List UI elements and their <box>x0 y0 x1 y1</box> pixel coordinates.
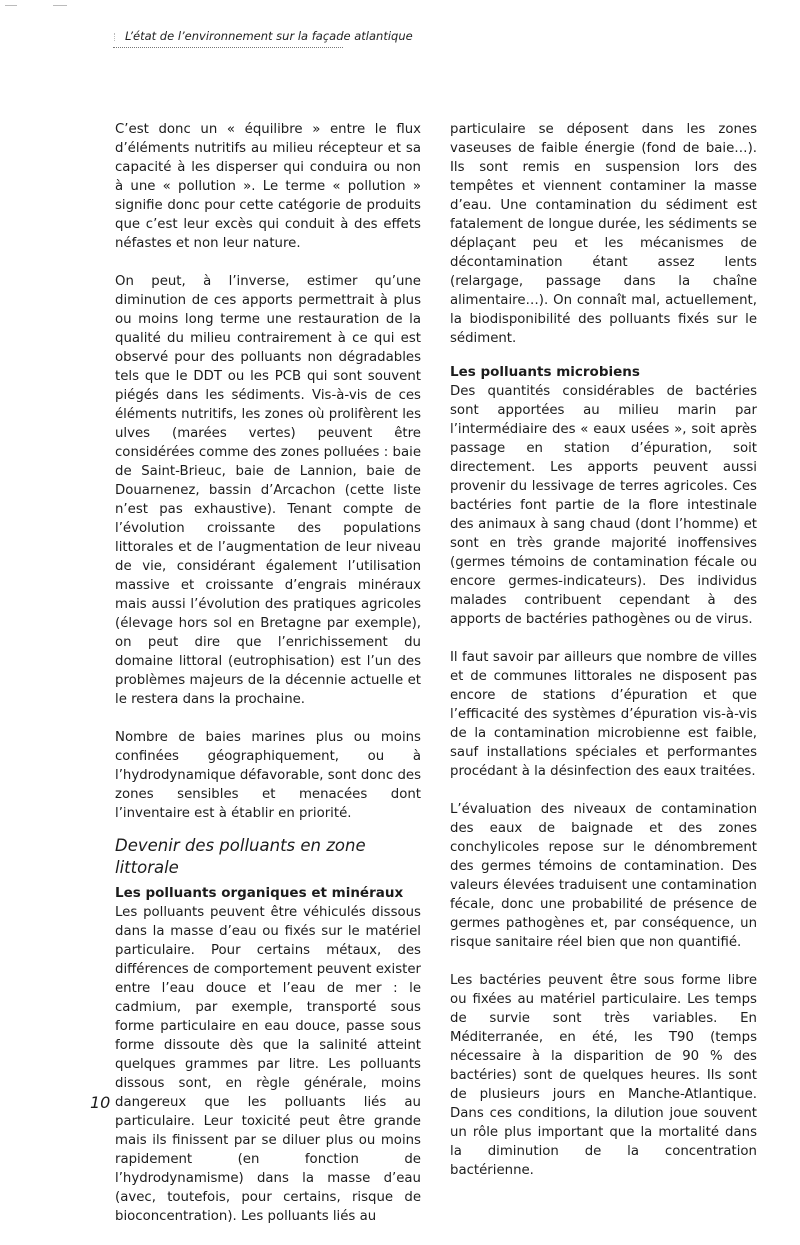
paragraph: C’est donc un « équilibre » entre le flux d’éléments nutritifs au milieu récepteur et sa capacité à les disperser qui conduira ou non à une « pollution ». Le terme « pollution » signifie donc pour cette catégorie de produits que c’est leur excès qui conduit à des effets néfastes et non leur nature. <box>115 122 421 251</box>
paragraph: Les polluants peuvent être véhiculés dissous dans la masse d’eau ou fixés sur le matériel particulaire. Pour certains métaux, des différences de comportement peuvent exister entre l’eau douce et l’eau de mer : le cadmium, par exemple, transporté sous forme particulaire en eau douce, passe sous forme dissoute dès que la salinité atteint quelques grammes par litre. Les polluants dissous sont, en règle générale, moins dangereux que les polluants liés au particulaire. Leur toxicité peut être grande mais ils finissent par se diluer plus ou moins rapidement (en fonction de l’hydrodynamisme) dans la masse d’eau (avec, toutefois, pour certains, risque de bioconcentration). Les polluants liés au <box>115 905 421 1224</box>
paragraph: Nombre de baies marines plus ou moins confinées géographiquement, ou à l’hydrodynamique défavorable, sont donc des zones sensibles et menacées dont l’inventaire est à établir en priorité. <box>115 730 421 821</box>
running-header <box>113 29 413 48</box>
subsection-title: Les polluants microbiens <box>450 364 640 380</box>
left-column <box>115 120 421 1245</box>
subsection-title: Les polluants organiques et minéraux <box>115 885 404 901</box>
page-number: 10 <box>90 1093 111 1112</box>
paragraph: Des quantités considérables de bactéries sont apportées au milieu marin par l’intermédiaire des « eaux usées », soit après passage en station d’épuration, soit directement. Les apports peuvent aussi provenir du lessivage de terres agricoles. Ces bactéries font partie de la flore intestinale des animaux à sang chaud (dont l’homme) et sont en très grande majorité inoffensives (germes témoins de contamination fécale ou encore germes-indicateurs). Des individus malades contribuent cependant à des apports de bactéries pathogènes ou de virus. <box>450 384 757 627</box>
scan-artifact <box>53 5 67 6</box>
paragraph: Il faut savoir par ailleurs que nombre de villes et de communes littorales ne disposent pas encore de stations d’épuration et que l’efficacité des systèmes d’épuration vis-à-vis de la contamination microbienne est faible, sauf installations spéciales et performantes procédant à la désinfection des eaux traitées. <box>450 650 757 779</box>
paragraph: On peut, à l’inverse, estimer qu’une diminution de ces apports permettrait à plus ou moins long terme une restauration de la qualité du milieu contrairement à ce qui est observé pour des polluants non dégradables tels que le DDT ou les PCB qui sont souvent piégés dans les sédiments. Vis-à-vis de ces éléments nutritifs, les zones où prolifèrent les ulves (marées vertes) peuvent être considérées comme des zones polluées : baie de Saint-Brieuc, baie de Lannion, baie de Douarnenez, bassin d’Arcachon (cette liste n’est pas exhaustive). Tenant compte de l’évolution croissante des populations littorales et de l’augmentation de leur niveau de vie, considérant également l’utilisation massive et croissante d’engrais minéraux mais aussi l’évolution des pratiques agricoles (élevage hors sol en Bretagne par exemple), on peut dire que l’enrichissement du domaine littoral (eutrophisation) est l’un des problèmes majeurs de la décennie actuelle et le restera dans la prochaine. <box>115 274 421 707</box>
paragraph: L’évaluation des niveaux de contamination des eaux de baignade et des zones conchylicoles repose sur le dénombrement des germes témoins de contamination. Des valeurs élevées traduisent une contamination fécale, donc une probabilité de présence de germes pathogènes et, par conséquence, un risque sanitaire réel bien que non quantifié. <box>450 802 757 950</box>
right-column <box>450 120 757 1199</box>
paragraph: particulaire se déposent dans les zones vaseuses de faible énergie (fond de baie…). Ils sont remis en suspension lors des tempêtes et viennent contaminer la masse d’eau. Une contamination du sédiment est fatalement de longue durée, les sédiments se déplaçant peu et les mécanismes de décontamination étant assez lents (relargage, passage dans la chaîne alimentaire…). On connaît mal, actuellement, la biodisponibilité des polluants fixés sur le sédiment. <box>450 122 757 346</box>
running-title: L’état de l’environnement sur la façade atlantique <box>113 29 343 43</box>
scan-artifact <box>5 5 17 6</box>
paragraph: Les bactéries peuvent être sous forme libre ou fixées au matériel particulaire. Les temps de survie sont très variables. En Méditerranée, en été, les T90 (temps nécessaire à la disparition de 90 % des bactéries) sont de quelques heures. Ils sont de plusieurs jours en Manche-Atlantique. Dans ces conditions, la dilution joue souvent un rôle plus important que la mortalité dans la diminution de la concentration bactérienne. <box>450 973 757 1178</box>
header-dotted-rule <box>113 47 343 48</box>
section-title: Devenir des polluants en zone littorale <box>115 836 366 877</box>
